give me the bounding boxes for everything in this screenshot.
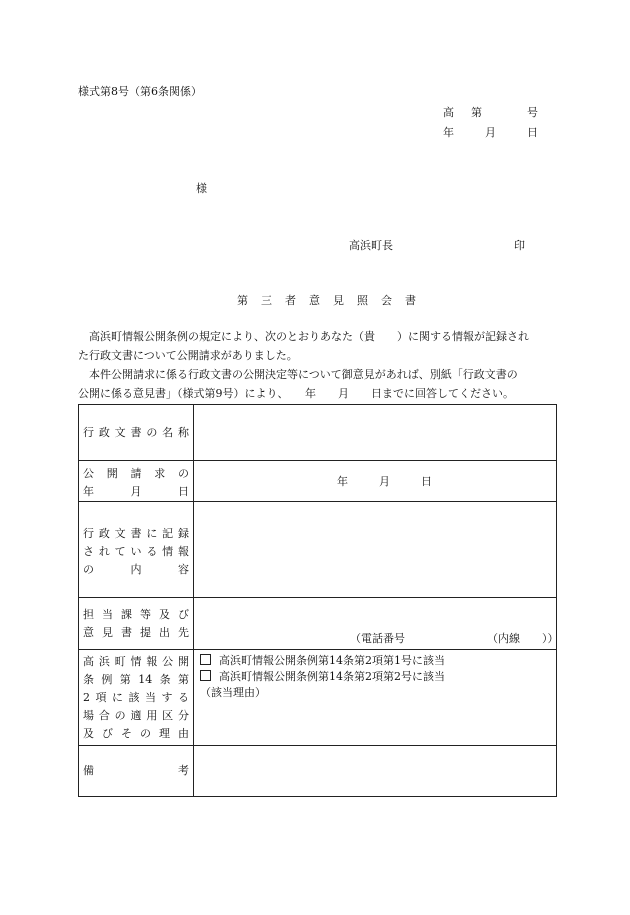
para2-line1: 本件公開請求に係る行政文書の公開決定等について御意見があれば、別紙「行政文書の [89, 368, 518, 381]
checkbox-item-1[interactable] [200, 654, 211, 665]
row-department [79, 598, 557, 650]
addressee-honorific: 様 [196, 182, 207, 195]
field-document-name[interactable] [194, 405, 557, 461]
checkbox-item-2[interactable] [200, 670, 211, 681]
option-item-2[interactable]: 高浜町情報公開条例第14条第2項第2号に該当 [200, 669, 556, 685]
option-item-1[interactable]: 高浜町情報公開条例第14条第2項第1号に該当 [200, 653, 556, 669]
body-paragraph-1 [78, 327, 558, 365]
para1-line2: た行政文書について公開請求がありました。 [78, 349, 298, 362]
body-paragraph-2 [78, 365, 558, 403]
reason-label: （該当理由） [200, 686, 266, 699]
label-department: 担当課等及び 意見書提出先 [79, 598, 194, 650]
sender-name: 高浜町長 [349, 239, 393, 252]
para1-line1: 高浜町情報公開条例の規定により、次のとおりあなた（貴 ）に関する情報が記録され [89, 330, 529, 343]
field-remarks[interactable] [194, 746, 557, 797]
label-request-date: 公開請求の 年月日 [79, 461, 194, 502]
extension-label: （内線 ）） [487, 632, 559, 645]
label-recorded-info: 行政文書に記録 されている情報 の内容 [79, 502, 194, 598]
label-document-name: 行政文書の名称 [79, 405, 194, 461]
seal-mark: 印 [514, 239, 525, 252]
document-title: 第 三 者 意 見 照 会 書 [237, 294, 417, 307]
row-document-name [79, 405, 557, 461]
issue-date: 年 月 日 [443, 126, 541, 139]
row-remarks [79, 746, 557, 797]
inquiry-form-table [78, 404, 557, 797]
row-recorded-info [79, 502, 557, 598]
form-number: 様式第8号（第6条関係） [78, 85, 202, 98]
label-exemption: 高浜町情報公開 条例第14条第 2項に該当する 場合の適用区分 及びその理由 [79, 650, 194, 746]
field-recorded-info[interactable] [194, 502, 557, 598]
para2-line2: 公開に係る意見書」（様式第9号）により、 年 月 日までに回答してください。 [78, 387, 514, 400]
row-exemption [79, 650, 557, 746]
document-number: 高 第 号 [443, 106, 541, 119]
row-request-date [79, 461, 557, 502]
field-department[interactable] [194, 598, 557, 650]
field-exemption [194, 650, 557, 746]
label-remarks: 備考 [79, 746, 194, 797]
phone-number-label: （電話番号 [350, 632, 405, 645]
field-request-date[interactable]: 年 月 日 [194, 461, 557, 502]
